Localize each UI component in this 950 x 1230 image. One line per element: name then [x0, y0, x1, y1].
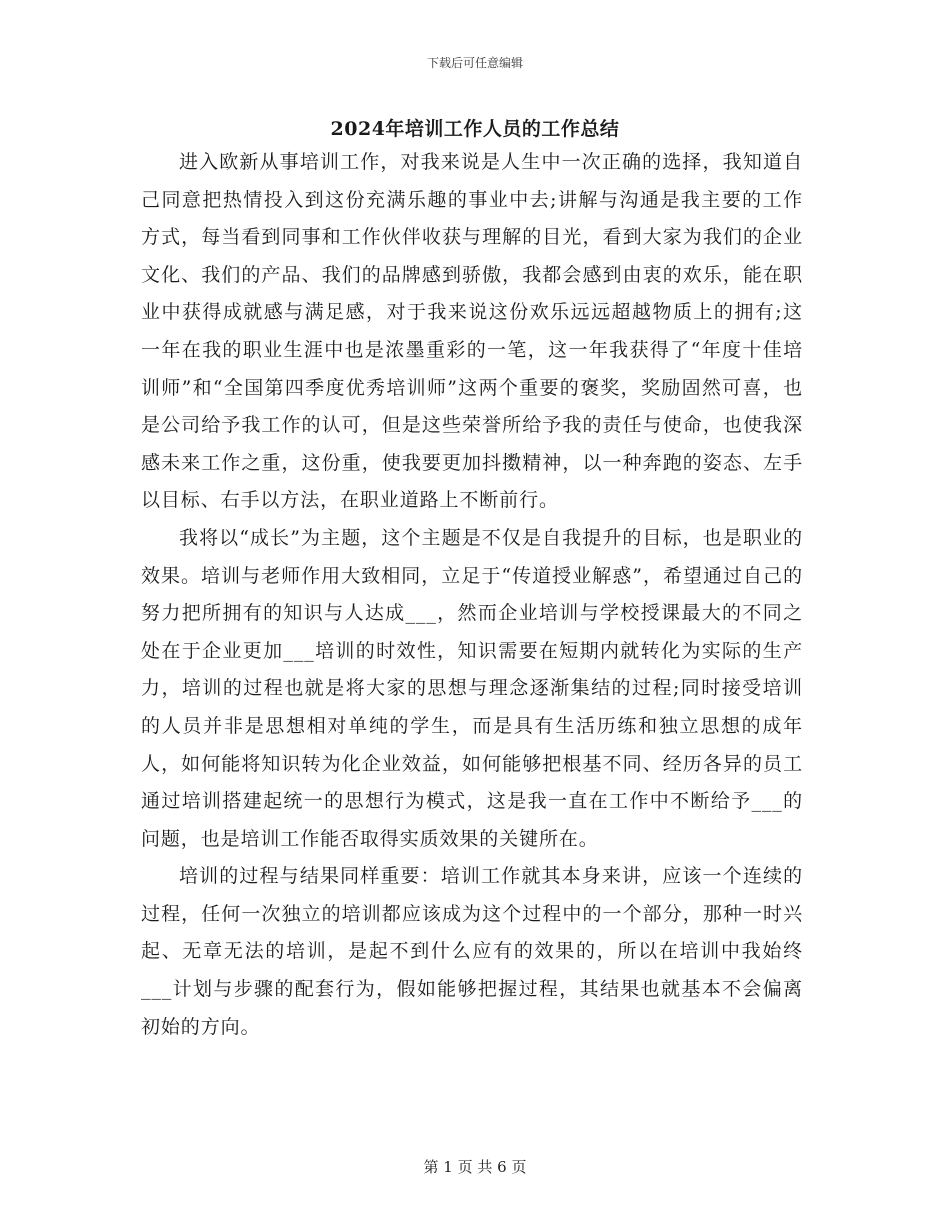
document-body — [141, 144, 803, 1046]
paragraph-2: 我将以“成长”为主题，这个主题是不仅是自我提升的目标，也是职业的效果。培训与老师作用大致相同，立足于“传道授业解惑”，希望通过自己的努力把所拥有的知识与人达成___，然而企业培训与学校授课最大的不同之处在于企业更加___培训的时效性，知识需要在短期内就转化为实际的生产力，培训的过程也就是将大家的思想与理念逐渐集结的过程;同时接受培训的人员并非是思想相对单纯的学生，而是具有生活历练和独立思想的成年人，如何能将知识转为化企业效益，如何能够把根基不同、经历各异的员工通过培训搭建起统一的思想行为模式，这是我一直在工作中不断给予___的问题，也是培训工作能否取得实质效果的关键所在。 — [141, 526, 803, 850]
page-number: 第 1 页 共 6 页 — [423, 1158, 527, 1176]
document-title: 2024年培训工作人员的工作总结 — [330, 118, 620, 140]
paragraph-1: 进入欧新从事培训工作，对我来说是人生中一次正确的选择，我知道自己同意把热情投入到这份充满乐趣的事业中去;讲解与沟通是我主要的工作方式，每当看到同事和工作伙伴收获与理解的目光，看到大家为我们的企业文化、我们的产品、我们的品牌感到骄傲，我都会感到由衷的欢乐，能在职业中获得成就感与满足感，对于我来说这份欢乐远远超越物质上的拥有;这一年在我的职业生涯中也是浓墨重彩的一笔，这一年我获得了“年度十佳培训师”和“全国第四季度优秀培训师”这两个重要的褒奖，奖励固然可喜，也是公司给予我工作的认可，但是这些荣誉所给予我的责任与使命，也使我深感未来工作之重，这份重，使我要更加抖擞精神，以一种奔跑的姿态、左手以目标、右手以方法，在职业道路上不断前行。 — [141, 151, 803, 512]
page-header-note: 下载后可任意编辑 — [426, 56, 523, 70]
paragraph-3: 培训的过程与结果同样重要：培训工作就其本身来讲，应该一个连续的过程，任何一次独立的培训都应该成为这个过程中的一个部分，那种一时兴起、无章无法的培训，是起不到什么应有的效果的，所以在培训中我始终___计划与步骤的配套行为，假如能够把握过程，其结果也就基本不会偏离初始的方向。 — [141, 865, 803, 1038]
